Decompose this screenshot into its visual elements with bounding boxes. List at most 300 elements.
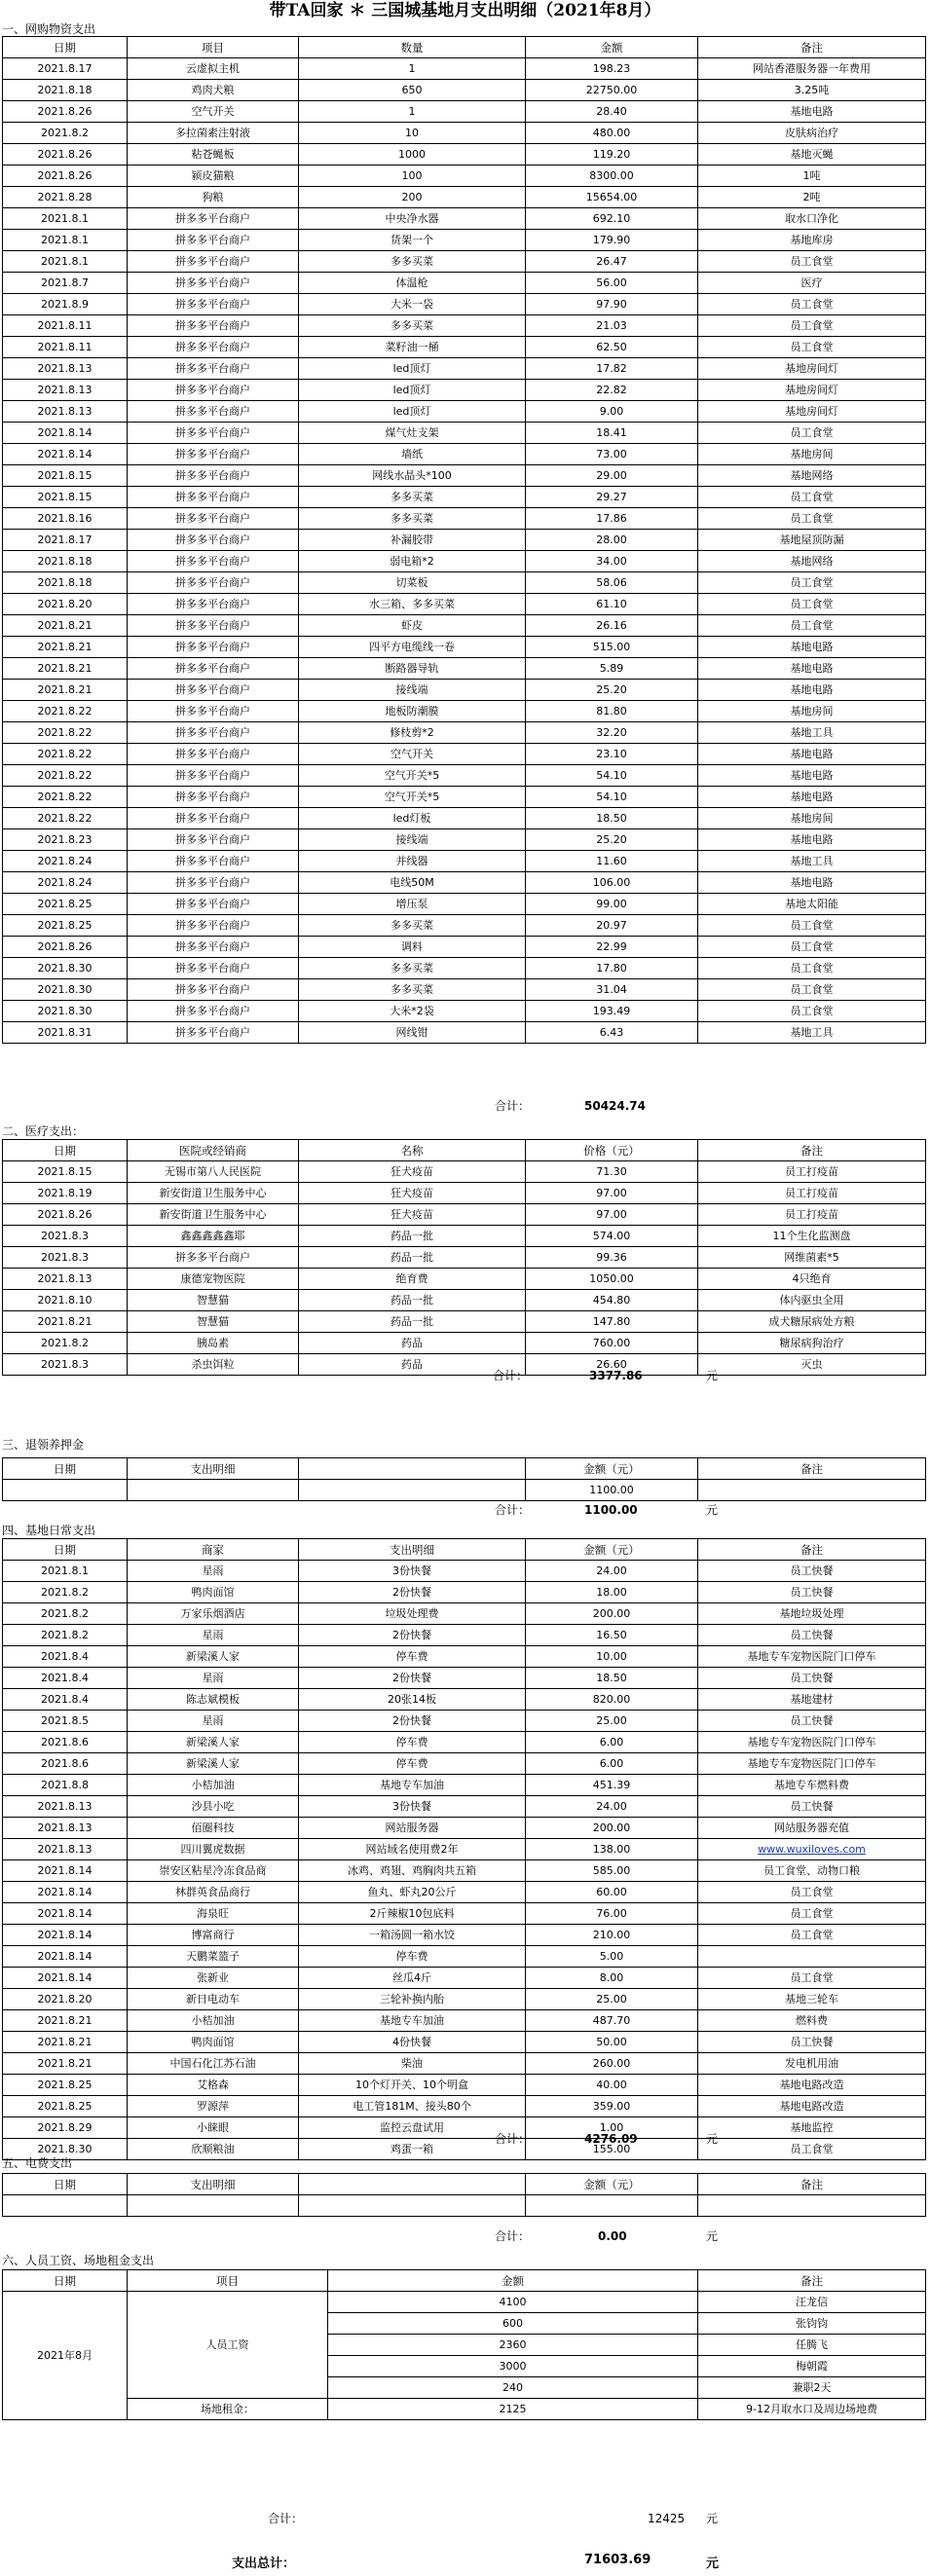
detail-cell: 切菜板 (299, 572, 526, 594)
column-header: 备注 (698, 1140, 926, 1161)
note-cell: 燃料费 (698, 2010, 926, 2032)
note-cell: 员工食堂 (698, 915, 926, 937)
date-cell: 2021.8.21 (3, 615, 128, 637)
table-row (3, 572, 926, 594)
table-header-row (3, 1539, 926, 1561)
table-row (3, 1818, 926, 1839)
table-row (3, 58, 926, 80)
detail-cell: 地板防潮膜 (299, 701, 526, 722)
date-cell: 2021.8.25 (3, 2096, 128, 2117)
date-cell: 2021.8.14 (3, 1925, 128, 1946)
note-cell: 基地专车宠物医院门口停车 (698, 1753, 926, 1775)
date-cell: 2021.8.1 (3, 251, 128, 273)
note-cell: 员工食堂 (698, 979, 926, 1001)
note-cell: 员工打疫苗 (698, 1161, 926, 1183)
date-cell: 2021.8.21 (3, 1311, 128, 1333)
detail-cell: 空气开关*5 (299, 787, 526, 808)
detail-cell: 空气开关 (299, 744, 526, 765)
note-cell: 员工快餐 (698, 1561, 926, 1582)
item-cell: 拼多多平台商户 (128, 722, 299, 744)
detail-cell: 丝瓜4斤 (299, 1968, 526, 1989)
note-cell: 员工快餐 (698, 1711, 926, 1732)
note-cell: 员工食堂 (698, 294, 926, 315)
table-row (3, 594, 926, 615)
detail-cell: 基地专车加油 (299, 2010, 526, 2032)
amount-cell: 28.00 (526, 530, 698, 551)
amount-cell: 97.00 (526, 1204, 698, 1226)
date-cell: 2021.8.21 (3, 2053, 128, 2075)
detail-cell: 药品一批 (299, 1290, 526, 1311)
note-cell: 员工食堂 (698, 315, 926, 337)
column-header: 金额（元） (526, 2174, 698, 2195)
table-row (3, 958, 926, 979)
table-row (3, 979, 926, 1001)
amount-cell: 21.03 (526, 315, 698, 337)
table-row (3, 1561, 926, 1582)
note-cell: 基地工具 (698, 1022, 926, 1044)
note-cell: 梅朝霞 (698, 2356, 926, 2377)
note-cell: 员工快餐 (698, 1668, 926, 1689)
amount-cell: 34.00 (526, 551, 698, 572)
amount-cell: 97.90 (526, 294, 698, 315)
item-cell (128, 1480, 299, 1501)
table-row (3, 722, 926, 744)
section-6-table (2, 2269, 926, 2420)
date-cell: 2021.8.22 (3, 787, 128, 808)
item-cell: 拼多多平台商户 (128, 894, 299, 915)
column-header: 日期 (3, 1140, 128, 1161)
detail-cell: 停车费 (299, 1646, 526, 1668)
note-cell: 基地电路 (698, 101, 926, 123)
note-cell: 员工食堂 (698, 1882, 926, 1903)
date-cell: 2021.8.26 (3, 1204, 128, 1226)
note-cell: 基地房间 (698, 444, 926, 465)
section-2-total-label: 合计： (493, 1369, 529, 1382)
amount-cell: 8.00 (526, 1968, 698, 1989)
item-cell: 拼多多平台商户 (128, 230, 299, 251)
table-row (3, 530, 926, 551)
item-cell: 拼多多平台商户 (128, 294, 299, 315)
table-row (3, 1839, 926, 1860)
table-row (3, 123, 926, 144)
note-cell: 基地房间灯 (698, 401, 926, 423)
note-cell: 基地电路 (698, 637, 926, 658)
table-row (3, 1480, 926, 1501)
table-row (3, 487, 926, 508)
note-cell: 汪龙信 (698, 2292, 926, 2313)
note-cell: 基地电路改造 (698, 2075, 926, 2096)
date-cell: 2021.8.14 (3, 1882, 128, 1903)
date-cell: 2021.8.2 (3, 1625, 128, 1646)
item-cell: 鸭肉面馆 (128, 1582, 299, 1603)
note-cell: 基地垃圾处理 (698, 1603, 926, 1625)
amount-cell: 574.00 (526, 1226, 698, 1247)
amount-cell: 119.20 (526, 144, 698, 166)
detail-cell: 基地专车加油 (299, 1775, 526, 1796)
detail-cell: 菜籽油一桶 (299, 337, 526, 358)
table-row (3, 829, 926, 851)
section-6-title: 六、人员工资、场地租金支出 (2, 2254, 155, 2267)
detail-cell: 三轮补换内胎 (299, 1989, 526, 2010)
note-cell: 员工食堂 (698, 937, 926, 958)
column-header: 价格（元） (526, 1140, 698, 1161)
note-cell: 基地房间 (698, 701, 926, 722)
detail-cell: 电工管181M、接头80个 (299, 2096, 526, 2117)
item-cell: 杀虫饵粒 (128, 1354, 299, 1376)
item-cell: 拼多多平台商户 (128, 1247, 299, 1269)
date-cell: 2021.8.11 (3, 315, 128, 337)
table-row (3, 2032, 926, 2053)
table-row (3, 1689, 926, 1711)
detail-cell: 并线器 (299, 851, 526, 872)
table-row (3, 1354, 926, 1376)
detail-cell: 3份快餐 (299, 1561, 526, 1582)
section-1-total-label: 合计： (495, 1099, 531, 1113)
detail-cell: 墙纸 (299, 444, 526, 465)
detail-cell: 狂犬疫苗 (299, 1183, 526, 1204)
table-row (3, 444, 926, 465)
item-cell: 拼多多平台商户 (128, 572, 299, 594)
date-cell: 2021.8.22 (3, 765, 128, 787)
item-cell: 新安街道卫生服务中心 (128, 1204, 299, 1226)
table-row (3, 787, 926, 808)
date-cell: 2021.8.13 (3, 401, 128, 423)
item-cell (128, 2195, 299, 2217)
note-cell: 任腾飞 (698, 2335, 926, 2356)
detail-cell: 2份快餐 (299, 1625, 526, 1646)
table-row (3, 2075, 926, 2096)
note-cell: 糖尿病狗治疗 (698, 1333, 926, 1354)
date-cell: 2021.8.6 (3, 1753, 128, 1775)
detail-cell: led顶灯 (299, 380, 526, 401)
amount-cell: 22.82 (526, 380, 698, 401)
amount-cell: 487.70 (526, 2010, 698, 2032)
item-cell: 新梁溪人家 (128, 1732, 299, 1753)
column-header: 日期 (3, 2270, 128, 2292)
grand-total-label: 支出总计： (232, 2557, 296, 2571)
table-header-row (3, 1458, 926, 1480)
date-cell: 2021.8.4 (3, 1646, 128, 1668)
item-cell: 星雨 (128, 1668, 299, 1689)
item-cell: 拼多多平台商户 (128, 658, 299, 680)
item-cell: 粘苍蝇板 (128, 144, 299, 166)
detail-cell: 鱼丸、虾丸20公斤 (299, 1882, 526, 1903)
column-header: 备注 (698, 2174, 926, 2195)
table-row (3, 1711, 926, 1732)
date-cell: 2021.8.14 (3, 1968, 128, 1989)
detail-cell: 2份快餐 (299, 1711, 526, 1732)
date-cell: 2021.8.21 (3, 637, 128, 658)
table-row (3, 1001, 926, 1022)
amount-cell: 25.00 (526, 1711, 698, 1732)
date-cell: 2021.8.1 (3, 208, 128, 230)
item-cell: 拼多多平台商户 (128, 251, 299, 273)
amount-cell: 32.20 (526, 722, 698, 744)
table-row (3, 1247, 926, 1269)
item-cell: 崇安区粘星冷冻食品商 (128, 1860, 299, 1882)
note-cell: 员工快餐 (698, 1625, 926, 1646)
table-row (3, 680, 926, 701)
date-cell: 2021.8.17 (3, 58, 128, 80)
item-cell: 空气开关 (128, 101, 299, 123)
detail-cell: 狂犬疫苗 (299, 1204, 526, 1226)
column-header: 金额 (328, 2270, 698, 2292)
item-cell: 云虚拟主机 (128, 58, 299, 80)
item-cell: 拼多多平台商户 (128, 851, 299, 872)
amount-cell: 28.40 (526, 101, 698, 123)
item-cell: 天鹏菜篮子 (128, 1946, 299, 1968)
table-row (3, 1290, 926, 1311)
item-cell: 小桔加油 (128, 2010, 299, 2032)
amount-cell: 25.00 (526, 1989, 698, 2010)
amount-cell: 25.20 (526, 680, 698, 701)
item-cell: 拼多多平台商户 (128, 829, 299, 851)
amount-cell: 200.00 (526, 1603, 698, 1625)
note-cell: 员工食堂 (698, 423, 926, 444)
note-cell: 兼职2天 (698, 2377, 926, 2399)
item-cell: 小桔加油 (128, 1775, 299, 1796)
date-cell: 2021.8.14 (3, 1946, 128, 1968)
amount-cell: 106.00 (526, 872, 698, 894)
table-row (3, 401, 926, 423)
detail-cell: 10个灯开关、10个明盒 (299, 2075, 526, 2096)
amount-cell: 26.60 (526, 1354, 698, 1376)
amount-cell: 240 (328, 2377, 698, 2399)
note-cell: 员工食堂、动物口粮 (698, 1860, 926, 1882)
column-header: 支出明细 (299, 1539, 526, 1561)
note-cell: 基地电路 (698, 680, 926, 701)
section-3-title: 三、退领养押金 (2, 1438, 85, 1452)
amount-cell: 820.00 (526, 1689, 698, 1711)
column-header: 金额（元） (526, 1458, 698, 1480)
table-row (3, 315, 926, 337)
column-header: 项目 (128, 2270, 328, 2292)
section-2-total-unit: 元 (706, 1369, 719, 1382)
amount-cell: 24.00 (526, 1561, 698, 1582)
detail-cell: 大米*2袋 (299, 1001, 526, 1022)
section-4-title: 四、基地日常支出 (2, 1524, 96, 1537)
column-header: 金额 (526, 37, 698, 58)
item-cell: 沙县小吃 (128, 1796, 299, 1818)
table-row (3, 2096, 926, 2117)
table-row (3, 1903, 926, 1925)
note-cell: 基地库房 (698, 230, 926, 251)
table-row (3, 1646, 926, 1668)
table-row (3, 230, 926, 251)
amount-cell: 179.90 (526, 230, 698, 251)
amount-cell: 97.00 (526, 1183, 698, 1204)
table-row (3, 251, 926, 273)
note-cell: 基地太阳能 (698, 894, 926, 915)
item-cell: 胰岛素 (128, 1333, 299, 1354)
section-3-total-label: 合计： (495, 1503, 531, 1517)
detail-cell: 狂犬疫苗 (299, 1161, 526, 1183)
item-cell: 罗源萍 (128, 2096, 299, 2117)
detail-cell: 停车费 (299, 1732, 526, 1753)
note-cell: 11个生化监测盘 (698, 1226, 926, 1247)
date-cell: 2021.8.15 (3, 1161, 128, 1183)
detail-cell: 2份快餐 (299, 1668, 526, 1689)
item-cell: 康德宠物医院 (128, 1269, 299, 1290)
date-cell: 2021.8.21 (3, 2010, 128, 2032)
date-cell: 2021.8.30 (3, 979, 128, 1001)
item-cell: 颍皮猫粮 (128, 166, 299, 187)
detail-cell: 垃圾处理费 (299, 1603, 526, 1625)
note-cell: 基地电路 (698, 765, 926, 787)
section-5-total-unit: 元 (706, 2229, 719, 2243)
detail-cell: 3份快餐 (299, 1796, 526, 1818)
note-cell: 员工食堂 (698, 487, 926, 508)
note-cell: 皮肤病治疗 (698, 123, 926, 144)
detail-cell: 煤气灶支架 (299, 423, 526, 444)
section-4-total-unit: 元 (706, 2132, 719, 2146)
amount-cell: 10.00 (526, 1646, 698, 1668)
date-cell: 2021.8.13 (3, 1839, 128, 1860)
note-cell: www.wuxiloves.com (698, 1839, 926, 1860)
item-cell: 拼多多平台商户 (128, 979, 299, 1001)
item-cell: 万家乐烟酒店 (128, 1603, 299, 1625)
amount-cell: 18.41 (526, 423, 698, 444)
item-cell: 拼多多平台商户 (128, 765, 299, 787)
item-cell: 智慧猫 (128, 1311, 299, 1333)
table-row (3, 872, 926, 894)
column-header: 数量 (299, 37, 526, 58)
rent-label-cell: 场地租金： (128, 2399, 328, 2420)
item-cell: 新安街道卫生服务中心 (128, 1183, 299, 1204)
detail-cell: 多多买菜 (299, 915, 526, 937)
detail-cell: 断路器导轨 (299, 658, 526, 680)
note-cell (698, 1480, 926, 1501)
date-cell: 2021.8.8 (3, 1775, 128, 1796)
note-cell: 基地房间灯 (698, 380, 926, 401)
date-cell: 2021.8.14 (3, 1903, 128, 1925)
amount-cell: 692.10 (526, 208, 698, 230)
amount-cell: 1100.00 (526, 1480, 698, 1501)
item-cell: 星雨 (128, 1561, 299, 1582)
date-cell: 2021.8.2 (3, 123, 128, 144)
detail-cell: led顶灯 (299, 358, 526, 380)
amount-cell: 29.27 (526, 487, 698, 508)
detail-cell: led灯板 (299, 808, 526, 829)
amount-cell: 515.00 (526, 637, 698, 658)
note-cell: 员工食堂 (698, 1968, 926, 1989)
date-cell: 2021.8.22 (3, 701, 128, 722)
note-cell (698, 2195, 926, 2217)
item-cell: 拼多多平台商户 (128, 315, 299, 337)
section-5-total: 0.00 (598, 2229, 627, 2243)
date-cell (3, 2195, 128, 2217)
table-row (3, 851, 926, 872)
detail-cell: 电线50M (299, 872, 526, 894)
section-6-total-label: 合计： (268, 2512, 304, 2525)
detail-cell: 鸡蛋一箱 (299, 2139, 526, 2160)
table-row (3, 1925, 926, 1946)
date-cell: 2021.8.13 (3, 1269, 128, 1290)
detail-cell: 网站域名使用费2年 (299, 1839, 526, 1860)
detail-cell (299, 2195, 526, 2217)
section-4-total: 4276.09 (584, 2132, 638, 2146)
note-cell: 基地专车宠物医院门口停车 (698, 1732, 926, 1753)
date-cell: 2021.8.15 (3, 465, 128, 487)
table-row (3, 1775, 926, 1796)
note-cell: 员工食堂 (698, 251, 926, 273)
detail-cell: 水三箱、多多买菜 (299, 594, 526, 615)
amount-cell: 26.47 (526, 251, 698, 273)
detail-cell: 1 (299, 58, 526, 80)
item-cell: 拼多多平台商户 (128, 680, 299, 701)
date-cell: 2021.8.4 (3, 1668, 128, 1689)
date-cell: 2021.8.26 (3, 144, 128, 166)
item-cell: 无锡市第八人民医院 (128, 1161, 299, 1183)
column-header: 备注 (698, 37, 926, 58)
section-6-total: 12425 (648, 2512, 686, 2525)
amount-cell: 61.10 (526, 594, 698, 615)
table-header-row (3, 2270, 926, 2292)
date-cell: 2021.8.15 (3, 487, 128, 508)
amount-cell: 6.43 (526, 1022, 698, 1044)
item-cell: 拼多多平台商户 (128, 937, 299, 958)
section-1-total: 50424.74 (584, 1099, 647, 1113)
table-row (3, 808, 926, 829)
date-cell: 2021.8.2 (3, 1582, 128, 1603)
date-cell: 2021.8.17 (3, 530, 128, 551)
detail-cell (299, 1480, 526, 1501)
table-row (3, 380, 926, 401)
table-row (3, 2139, 926, 2160)
detail-cell: 网线钳 (299, 1022, 526, 1044)
table-row (3, 1269, 926, 1290)
amount-cell: 54.10 (526, 765, 698, 787)
table-row (3, 1796, 926, 1818)
detail-cell: 冰鸡、鸡翅、鸡胸肉共五箱 (299, 1860, 526, 1882)
amount-cell: 9.00 (526, 401, 698, 423)
amount-cell: 24.00 (526, 1796, 698, 1818)
item-cell: 拼多多平台商户 (128, 208, 299, 230)
date-cell: 2021.8.25 (3, 894, 128, 915)
note-cell: 基地电路 (698, 872, 926, 894)
detail-cell: 多多买菜 (299, 487, 526, 508)
page-title: 带TA回家 ＊ 三国城基地月支出明细（2021年8月） (269, 1, 661, 20)
date-cell: 2021.8.24 (3, 872, 128, 894)
note-cell: 员工食堂 (698, 1903, 926, 1925)
item-cell: 四川翼虎数据 (128, 1839, 299, 1860)
note-cell: 网站香港服务器一年费用 (698, 58, 926, 80)
section-6-total-unit: 元 (706, 2512, 719, 2525)
detail-cell: 药品一批 (299, 1247, 526, 1269)
rent-row (3, 2399, 926, 2420)
column-header: 日期 (3, 1539, 128, 1561)
detail-cell: 4份快餐 (299, 2032, 526, 2053)
date-cell: 2021.8.24 (3, 851, 128, 872)
item-cell: 鸡肉犬粮 (128, 80, 299, 101)
amount-cell: 1.00 (526, 2117, 698, 2139)
note-cell: 基地电路 (698, 829, 926, 851)
table-row (3, 1226, 926, 1247)
note-cell: 员工食堂 (698, 615, 926, 637)
note-cell: 基地灭蝇 (698, 144, 926, 166)
detail-cell: 增压泵 (299, 894, 526, 915)
column-header (299, 1458, 526, 1480)
date-cell: 2021.8.13 (3, 1796, 128, 1818)
detail-cell: 监控云盘试用 (299, 2117, 526, 2139)
table-row (3, 1732, 926, 1753)
table-row (3, 1582, 926, 1603)
section-5-title: 五、电费支出 (2, 2156, 73, 2170)
item-cell: 博富商行 (128, 1925, 299, 1946)
amount-cell: 2360 (328, 2335, 698, 2356)
item-cell: 新日电动车 (128, 1989, 299, 2010)
detail-cell: 药品 (299, 1333, 526, 1354)
